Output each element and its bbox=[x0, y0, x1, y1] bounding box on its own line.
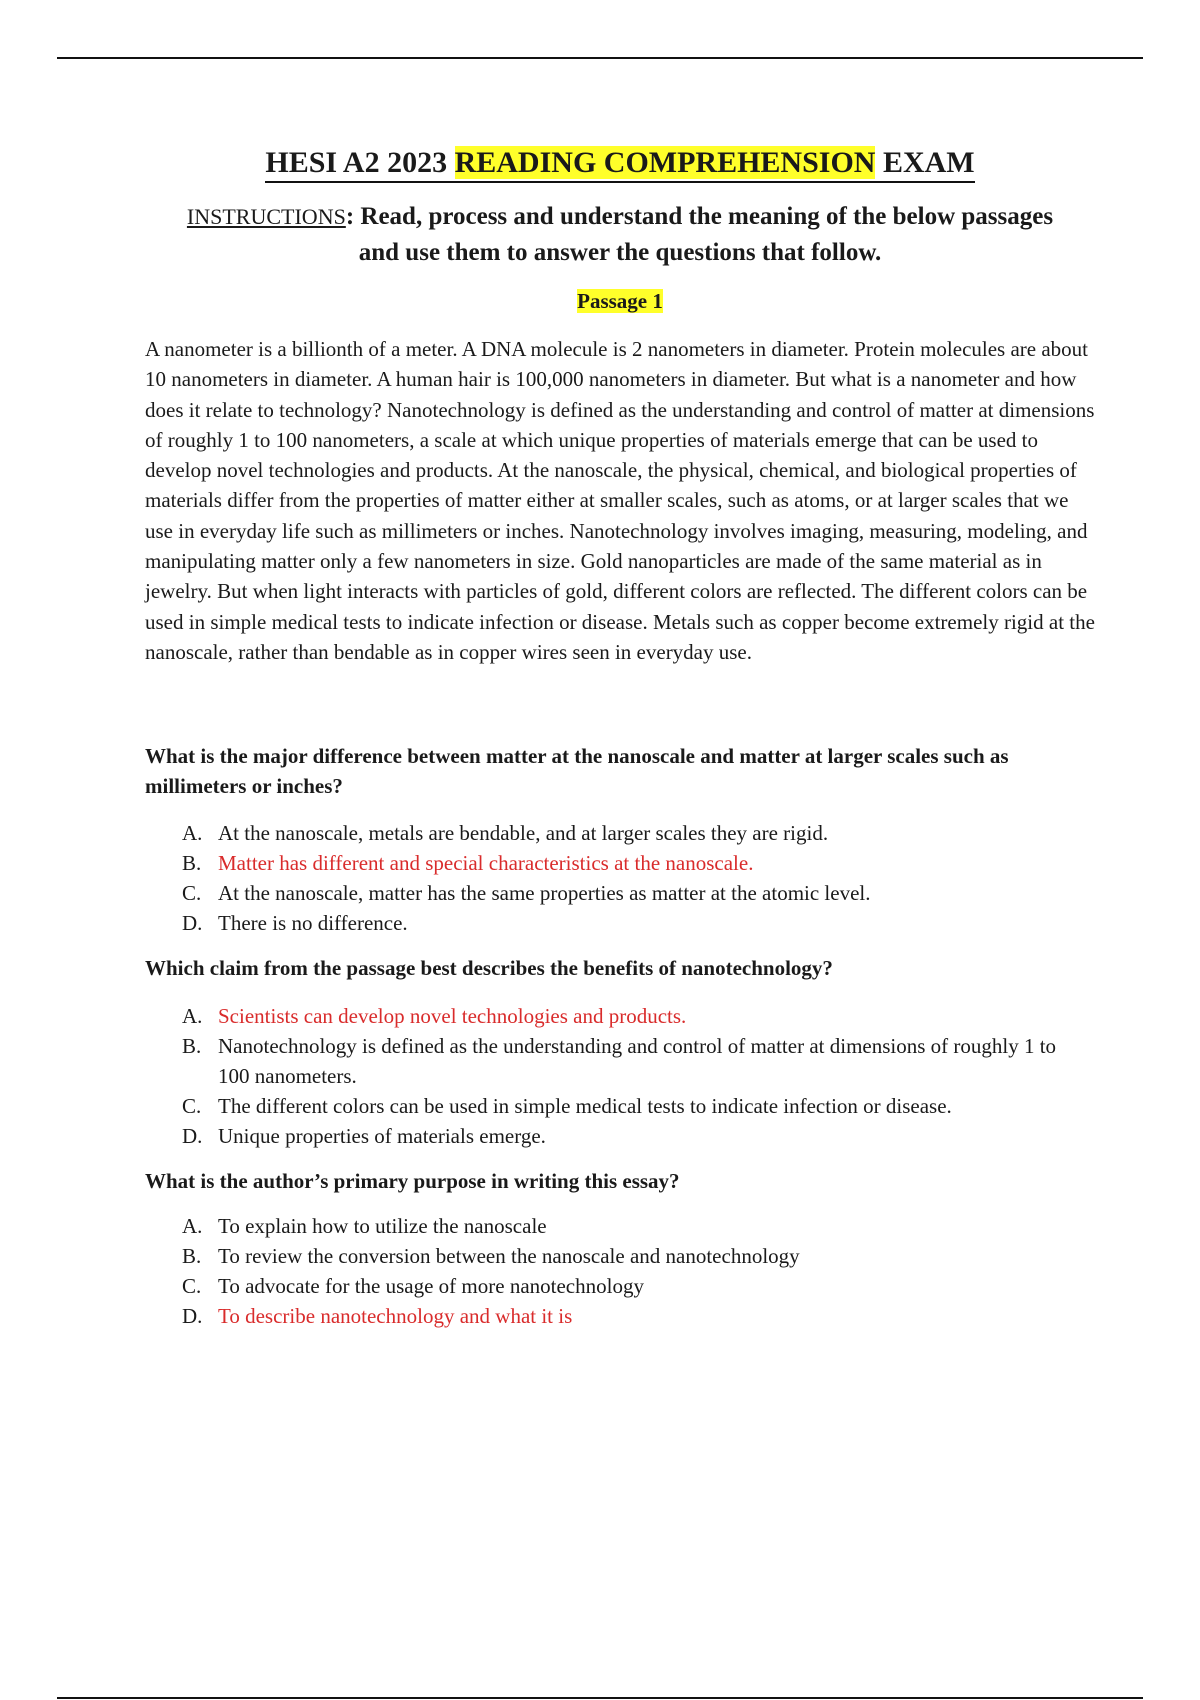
title-highlight: READING COMPREHENSION bbox=[454, 146, 876, 179]
instructions bbox=[170, 199, 1070, 271]
passage-label-text: Passage 1 bbox=[577, 289, 663, 313]
option-text: Scientists can develop novel technologies and products. bbox=[218, 1004, 687, 1028]
option-letter: A. bbox=[182, 1214, 203, 1238]
bottom-rule bbox=[57, 1697, 1143, 1699]
option-text: There is no difference. bbox=[218, 911, 408, 935]
option-letter: A. bbox=[182, 821, 203, 845]
title-prefix: HESI A2 2023 bbox=[265, 146, 455, 179]
instructions-text: : Read, process and understand the meaning of the below passages and use them to answer the questions that follow. bbox=[345, 203, 1054, 266]
question-1-options bbox=[182, 818, 1082, 938]
option-text: At the nanoscale, metals are bendable, and at larger scales they are rigid. bbox=[218, 821, 829, 845]
passage-label bbox=[0, 287, 1200, 315]
option-2a-correct bbox=[182, 1001, 1082, 1031]
option-letter: C. bbox=[182, 881, 202, 905]
option-letter: B. bbox=[182, 851, 202, 875]
option-letter: A. bbox=[182, 1004, 203, 1028]
option-3d-correct bbox=[182, 1301, 1082, 1331]
title-suffix: EXAM bbox=[875, 146, 975, 179]
instructions-label: INSTRUCTIONS bbox=[186, 204, 346, 229]
option-2c bbox=[182, 1091, 1082, 1121]
option-3a bbox=[182, 1211, 1082, 1241]
option-letter: C. bbox=[182, 1274, 202, 1298]
question-1: What is the major difference between matter at the nanoscale and matter at larger scales such as millimeters or inches? bbox=[145, 744, 1009, 798]
option-1a bbox=[182, 818, 1082, 848]
passage-text: A nanometer is a billionth of a meter. A DNA molecule is 2 nanometers in diameter. Protein molecules are about 10 nanometers in diameter. A human hair is 100,000 nanometers in diameter. But what is a nanometer and how does it relate to technology? Nanotechnology is defined as the understanding and control of matter at dimensions of roughly 1 to 100 nanometers, a scale at which unique properties of materials emerge that can be used to develop novel technologies and products. At the nanoscale, the physical, chemical, and biological properties of materials differ from the properties of matter either at smaller scales, such as atoms, or at larger scales that we use in everyday life such as millimeters or inches. Nanotechnology involves imaging, measuring, modeling, and manipulating matter only a few nanometers in size. Gold nanoparticles are made of the same material as in jewelry. But when light interacts with particles of gold, different colors are reflected. The different colors can be used in simple medical tests to indicate infection or disease. Metals such as copper become extremely rigid at the nanoscale, rather than bendable as in copper wires seen in everyday use. bbox=[145, 337, 1095, 664]
question-2: Which claim from the passage best describes the benefits of nanotechnology? bbox=[145, 956, 833, 980]
option-text: The different colors can be used in simple medical tests to indicate infection or disease. bbox=[218, 1094, 952, 1118]
option-letter: D. bbox=[182, 1304, 203, 1328]
option-letter: B. bbox=[182, 1034, 202, 1058]
option-text: To review the conversion between the nanoscale and nanotechnology bbox=[218, 1244, 800, 1268]
option-text: Matter has different and special characteristics at the nanoscale. bbox=[218, 851, 754, 875]
option-2b bbox=[182, 1031, 1082, 1091]
option-1d bbox=[182, 908, 1082, 938]
option-1b-correct bbox=[182, 848, 1082, 878]
option-letter: C. bbox=[182, 1094, 202, 1118]
top-rule bbox=[57, 57, 1143, 59]
option-text: To advocate for the usage of more nanotechnology bbox=[218, 1274, 644, 1298]
option-text: At the nanoscale, matter has the same properties as matter at the atomic level. bbox=[218, 881, 871, 905]
option-2d bbox=[182, 1121, 1082, 1151]
option-letter: D. bbox=[182, 911, 203, 935]
option-text: To explain how to utilize the nanoscale bbox=[218, 1214, 547, 1238]
option-3b bbox=[182, 1241, 1082, 1271]
question-3-options bbox=[182, 1211, 1082, 1331]
option-1c bbox=[182, 878, 1082, 908]
question-3: What is the author’s primary purpose in writing this essay? bbox=[145, 1169, 680, 1193]
option-3c bbox=[182, 1271, 1082, 1301]
page-title bbox=[0, 143, 1200, 183]
option-text: Unique properties of materials emerge. bbox=[218, 1124, 546, 1148]
option-letter: D. bbox=[182, 1124, 203, 1148]
option-text: To describe nanotechnology and what it is bbox=[218, 1304, 573, 1328]
question-2-options bbox=[182, 1001, 1082, 1151]
option-letter: B. bbox=[182, 1244, 202, 1268]
option-text: Nanotechnology is defined as the understanding and control of matter at dimensions of roughly 1 to 100 nanometers. bbox=[218, 1034, 1057, 1088]
